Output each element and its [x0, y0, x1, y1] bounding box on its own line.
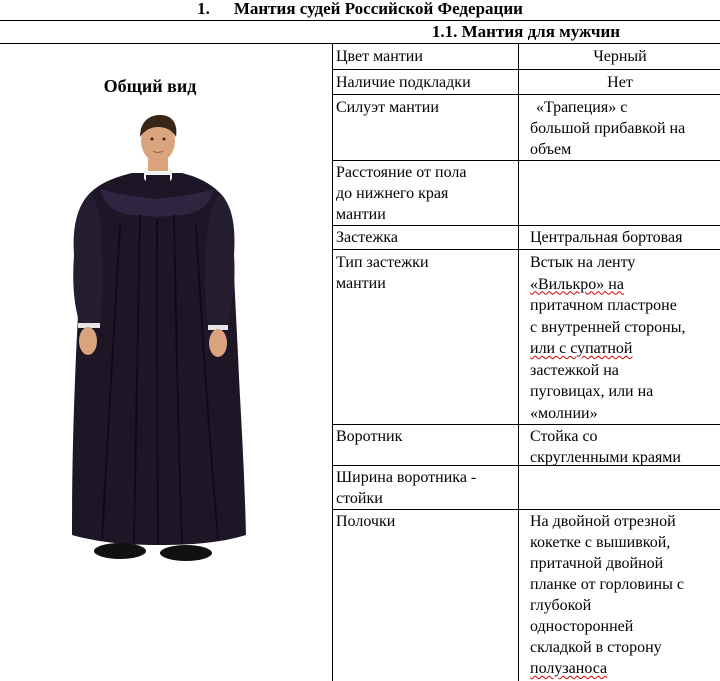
value-line: большой прибавкой на — [530, 120, 686, 137]
label-line: до нижнего края — [336, 185, 449, 202]
judge-robe-figure-icon — [60, 115, 260, 570]
row-border — [332, 160, 720, 161]
value-line: планке от горловины с — [530, 576, 684, 593]
label-line: стойки — [336, 490, 383, 507]
heading-title: Мантия судей Российской Федерации — [233, 0, 523, 18]
value-line: Встык на ленту — [530, 254, 636, 271]
row-label: Наличие подкладки — [336, 74, 471, 91]
subheading-border — [0, 43, 720, 44]
heading-number: 1. — [197, 0, 210, 18]
row-label: Застежка — [336, 229, 398, 246]
row-value: Центральная бортовая — [530, 229, 683, 246]
value-line: «Трапеция» с — [536, 99, 628, 116]
main-heading — [0, 0, 720, 20]
value-line: глубокой — [530, 597, 592, 614]
row-value — [530, 511, 720, 679]
row-label: Воротник — [336, 428, 403, 445]
row-value — [530, 97, 720, 160]
label-line: мантии — [336, 275, 386, 292]
value-line: односторонней — [530, 618, 634, 635]
row-value — [530, 426, 720, 468]
table-divider-values — [518, 43, 519, 681]
value-line: складкой в сторону — [530, 639, 662, 656]
row-value: Нет — [607, 74, 633, 91]
row-label: Силуэт мантии — [336, 99, 439, 116]
value-line: или с супатной — [530, 340, 633, 357]
value-line: На двойной отрезной — [530, 513, 676, 530]
value-line: скругленными краями — [530, 449, 681, 466]
right-shoe — [160, 545, 212, 561]
row-label — [336, 162, 514, 225]
row-value — [530, 252, 720, 424]
label-line: Тип застежки — [336, 254, 429, 271]
value-line: с внутренней стороны, — [530, 318, 686, 336]
label-line: мантии — [336, 206, 386, 223]
row-border — [332, 249, 720, 250]
value-line: «молнии» — [530, 404, 598, 422]
row-label — [336, 467, 514, 509]
subheading: 1.1. Мантия для мужчин — [431, 22, 621, 41]
row-border — [332, 94, 720, 95]
row-label: Полочки — [336, 513, 396, 530]
row-label: Цвет мантии — [336, 48, 423, 65]
row-value: Черный — [593, 48, 647, 65]
value-line: кокетке с вышивкой, — [530, 534, 671, 551]
left-hand — [79, 327, 97, 355]
value-line: «Вилькро» на — [530, 275, 624, 293]
right-hand — [209, 329, 227, 357]
value-line: полузаноса — [530, 660, 608, 677]
value-line: притачном пластроне — [530, 297, 677, 314]
overview-label: Общий вид — [103, 76, 197, 96]
value-line: пуговицах, или на — [530, 383, 654, 400]
row-border — [332, 69, 720, 70]
left-shoe — [94, 543, 146, 559]
row-border — [332, 225, 720, 226]
value-line: Стойка со — [530, 428, 598, 445]
label-line: Расстояние от пола — [336, 164, 467, 181]
row-border — [332, 509, 720, 510]
label-line: Ширина воротника - — [336, 469, 477, 486]
robe-left-sleeve — [73, 193, 103, 327]
value-line: объем — [530, 141, 572, 158]
value-line: притачной двойной — [530, 555, 664, 572]
table-top-border — [0, 20, 720, 21]
table-divider-main — [332, 43, 333, 681]
row-label — [336, 252, 514, 294]
row-border — [332, 424, 720, 425]
value-line: застежкой на — [530, 361, 619, 379]
